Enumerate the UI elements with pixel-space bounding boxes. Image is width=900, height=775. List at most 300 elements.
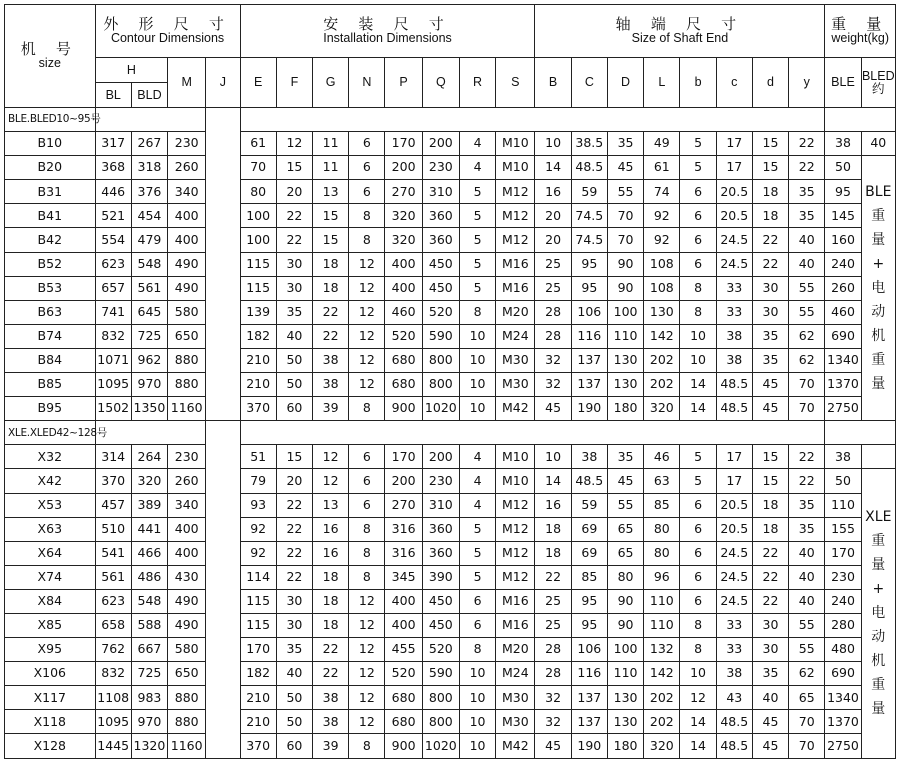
table-row xyxy=(5,734,896,758)
cell-Q: 520 xyxy=(422,300,459,324)
weight-header-cn: 重 量 xyxy=(831,16,890,34)
col-M: M xyxy=(168,58,206,108)
size-cell: B41 xyxy=(5,204,96,228)
cell-BLE: 50 xyxy=(825,156,861,180)
cell-G: 15 xyxy=(313,228,349,252)
cell-c: 24.5 xyxy=(716,589,752,613)
cell-R: 5 xyxy=(459,276,495,300)
cell-Q: 800 xyxy=(422,348,459,372)
cell-BLE: 240 xyxy=(825,252,861,276)
cell-D: 35 xyxy=(607,132,643,156)
cell-M: 490 xyxy=(168,613,206,637)
cell-L: 202 xyxy=(644,710,680,734)
cell-B: 32 xyxy=(535,686,571,710)
cell-L: 96 xyxy=(644,565,680,589)
cell-G: 11 xyxy=(313,132,349,156)
cell-E: 51 xyxy=(240,445,276,469)
cell-P: 400 xyxy=(385,613,422,637)
cell-E: 370 xyxy=(240,397,276,421)
table-row xyxy=(5,662,896,686)
cell-b: 8 xyxy=(680,276,716,300)
cell-BLE: 690 xyxy=(825,662,861,686)
size-cell: B63 xyxy=(5,300,96,324)
cell-BLD: 983 xyxy=(131,686,167,710)
contour-header-cn: 外 形 尺 寸 xyxy=(103,16,232,34)
cell-N: 6 xyxy=(349,493,385,517)
cell-N: 6 xyxy=(349,445,385,469)
cell-BL: 1502 xyxy=(95,397,131,421)
cell-BLD: 588 xyxy=(131,613,167,637)
cell-R: 4 xyxy=(459,156,495,180)
weight-note-char: 量 xyxy=(871,376,886,393)
cell-S: M12 xyxy=(496,541,535,565)
cell-BLE: 38 xyxy=(825,445,861,469)
cell-BLD: 466 xyxy=(131,541,167,565)
col-J-blank xyxy=(206,108,240,421)
cell-BL: 832 xyxy=(95,324,131,348)
cell-L: 74 xyxy=(644,180,680,204)
cell-c: 48.5 xyxy=(716,710,752,734)
cell-L: 142 xyxy=(644,662,680,686)
cell-M: 490 xyxy=(168,252,206,276)
cell-N: 12 xyxy=(349,373,385,397)
cell-M: 340 xyxy=(168,493,206,517)
cell-R: 10 xyxy=(459,348,495,372)
cell-y: 22 xyxy=(789,156,825,180)
cell-R: 5 xyxy=(459,252,495,276)
cell-c: 17 xyxy=(716,445,752,469)
cell-C: 116 xyxy=(571,662,607,686)
cell-BLE: 1370 xyxy=(825,373,861,397)
weight-note xyxy=(861,156,895,421)
cell-BLD: 376 xyxy=(131,180,167,204)
table-row xyxy=(5,132,896,156)
cell-C: 74.5 xyxy=(571,228,607,252)
cell-Q: 310 xyxy=(422,180,459,204)
cell-Q: 800 xyxy=(422,373,459,397)
col-F: F xyxy=(276,58,312,108)
size-cell: X53 xyxy=(5,493,96,517)
cell-P: 455 xyxy=(385,638,422,662)
cell-Q: 520 xyxy=(422,638,459,662)
cell-Q: 200 xyxy=(422,132,459,156)
cell-R: 6 xyxy=(459,589,495,613)
cell-BLE: 230 xyxy=(825,565,861,589)
cell-c: 43 xyxy=(716,686,752,710)
cell-P: 270 xyxy=(385,493,422,517)
cell-b: 6 xyxy=(680,541,716,565)
cell-R: 4 xyxy=(459,493,495,517)
cell-b: 5 xyxy=(680,132,716,156)
cell-P: 680 xyxy=(385,710,422,734)
cell-y: 65 xyxy=(789,686,825,710)
cell-N: 12 xyxy=(349,613,385,637)
cell-d: 22 xyxy=(752,228,788,252)
cell-d: 30 xyxy=(752,613,788,637)
cell-D: 110 xyxy=(607,324,643,348)
cell-y: 55 xyxy=(789,638,825,662)
cell-F: 30 xyxy=(276,252,312,276)
cell-y: 55 xyxy=(789,300,825,324)
cell-D: 100 xyxy=(607,638,643,662)
cell-S: M30 xyxy=(496,373,535,397)
cell-c: 20.5 xyxy=(716,493,752,517)
cell-y: 22 xyxy=(789,132,825,156)
cell-c: 33 xyxy=(716,276,752,300)
cell-C: 59 xyxy=(571,180,607,204)
cell-M: 1160 xyxy=(168,397,206,421)
cell-BLE: 690 xyxy=(825,324,861,348)
col-b: b xyxy=(680,58,716,108)
cell-D: 180 xyxy=(607,397,643,421)
cell-M: 1160 xyxy=(168,734,206,758)
cell-y: 35 xyxy=(789,180,825,204)
cell-F: 50 xyxy=(276,686,312,710)
cell-R: 5 xyxy=(459,228,495,252)
cell-BL: 1095 xyxy=(95,710,131,734)
bled-cell xyxy=(861,445,895,469)
cell-BLE: 1340 xyxy=(825,348,861,372)
cell-G: 13 xyxy=(313,180,349,204)
col-BLD: BLD xyxy=(131,83,167,108)
cell-C: 137 xyxy=(571,348,607,372)
table-row xyxy=(5,276,896,300)
cell-BLE: 260 xyxy=(825,276,861,300)
cell-M: 490 xyxy=(168,589,206,613)
cell-N: 12 xyxy=(349,589,385,613)
cell-G: 22 xyxy=(313,324,349,348)
cell-R: 10 xyxy=(459,324,495,348)
cell-BL: 762 xyxy=(95,638,131,662)
cell-BLE: 2750 xyxy=(825,734,861,758)
cell-R: 8 xyxy=(459,638,495,662)
cell-N: 8 xyxy=(349,204,385,228)
cell-C: 85 xyxy=(571,565,607,589)
cell-E: 210 xyxy=(240,348,276,372)
size-cell: X117 xyxy=(5,686,96,710)
cell-S: M30 xyxy=(496,710,535,734)
cell-B: 25 xyxy=(535,252,571,276)
weight-note-char: 重 xyxy=(871,533,886,550)
cell-P: 200 xyxy=(385,469,422,493)
cell-F: 50 xyxy=(276,710,312,734)
cell-S: M30 xyxy=(496,348,535,372)
size-cell: X84 xyxy=(5,589,96,613)
table-row xyxy=(5,638,896,662)
cell-G: 22 xyxy=(313,638,349,662)
cell-F: 22 xyxy=(276,541,312,565)
cell-BL: 314 xyxy=(95,445,131,469)
cell-L: 46 xyxy=(644,445,680,469)
cell-S: M42 xyxy=(496,397,535,421)
cell-G: 18 xyxy=(313,589,349,613)
cell-b: 10 xyxy=(680,662,716,686)
weight-note-char: 电 xyxy=(871,280,886,297)
cell-R: 5 xyxy=(459,517,495,541)
cell-G: 18 xyxy=(313,613,349,637)
col-H: H xyxy=(95,58,167,83)
cell-F: 22 xyxy=(276,493,312,517)
table-row xyxy=(5,324,896,348)
cell-P: 316 xyxy=(385,517,422,541)
cell-G: 12 xyxy=(313,445,349,469)
cell-y: 40 xyxy=(789,252,825,276)
cell-b: 5 xyxy=(680,156,716,180)
cell-P: 680 xyxy=(385,686,422,710)
cell-D: 55 xyxy=(607,493,643,517)
cell-b: 8 xyxy=(680,613,716,637)
cell-S: M30 xyxy=(496,686,535,710)
cell-B: 10 xyxy=(535,132,571,156)
cell-B: 32 xyxy=(535,710,571,734)
cell-F: 30 xyxy=(276,589,312,613)
cell-C: 137 xyxy=(571,373,607,397)
size-cell: B84 xyxy=(5,348,96,372)
cell-N: 8 xyxy=(349,228,385,252)
col-C: C xyxy=(571,58,607,108)
cell-D: 130 xyxy=(607,710,643,734)
cell-B: 20 xyxy=(535,204,571,228)
cell-S: M20 xyxy=(496,638,535,662)
cell-C: 116 xyxy=(571,324,607,348)
cell-b: 14 xyxy=(680,397,716,421)
cell-R: 5 xyxy=(459,180,495,204)
col-y: y xyxy=(789,58,825,108)
cell-c: 38 xyxy=(716,348,752,372)
cell-D: 110 xyxy=(607,662,643,686)
size-cell: X95 xyxy=(5,638,96,662)
cell-S: M16 xyxy=(496,589,535,613)
cell-M: 650 xyxy=(168,324,206,348)
cell-P: 400 xyxy=(385,252,422,276)
cell-P: 170 xyxy=(385,132,422,156)
cell-B: 25 xyxy=(535,589,571,613)
cell-d: 22 xyxy=(752,541,788,565)
cell-y: 62 xyxy=(789,348,825,372)
cell-Q: 360 xyxy=(422,228,459,252)
cell-N: 8 xyxy=(349,517,385,541)
cell-b: 14 xyxy=(680,710,716,734)
cell-B: 10 xyxy=(535,445,571,469)
weight-note-char: 动 xyxy=(871,629,886,646)
table-row xyxy=(5,493,896,517)
col-d: d xyxy=(752,58,788,108)
weight-note-char: BLE xyxy=(865,184,892,201)
cell-L: 49 xyxy=(644,132,680,156)
size-cell: B95 xyxy=(5,397,96,421)
cell-BLD: 667 xyxy=(131,638,167,662)
cell-d: 15 xyxy=(752,445,788,469)
section-row xyxy=(5,108,896,132)
cell-M: 490 xyxy=(168,276,206,300)
cell-y: 62 xyxy=(789,662,825,686)
cell-Q: 450 xyxy=(422,276,459,300)
weight-note-char: 机 xyxy=(871,653,886,670)
cell-BL: 741 xyxy=(95,300,131,324)
cell-y: 55 xyxy=(789,613,825,637)
col-c: c xyxy=(716,58,752,108)
cell-D: 70 xyxy=(607,228,643,252)
cell-c: 38 xyxy=(716,662,752,686)
cell-N: 8 xyxy=(349,734,385,758)
cell-E: 115 xyxy=(240,252,276,276)
shaft-header-en: Size of Shaft End xyxy=(631,31,729,46)
cell-C: 95 xyxy=(571,589,607,613)
install-header xyxy=(240,5,535,58)
cell-C: 95 xyxy=(571,252,607,276)
cell-S: M10 xyxy=(496,132,535,156)
cell-L: 80 xyxy=(644,517,680,541)
table-row xyxy=(5,589,896,613)
cell-R: 8 xyxy=(459,300,495,324)
cell-S: M10 xyxy=(496,469,535,493)
cell-D: 180 xyxy=(607,734,643,758)
weight-note-char: 量 xyxy=(871,232,886,249)
cell-BLD: 264 xyxy=(131,445,167,469)
cell-R: 5 xyxy=(459,541,495,565)
cell-E: 61 xyxy=(240,132,276,156)
cell-L: 202 xyxy=(644,686,680,710)
cell-b: 6 xyxy=(680,493,716,517)
cell-D: 45 xyxy=(607,469,643,493)
cell-E: 92 xyxy=(240,517,276,541)
cell-b: 6 xyxy=(680,517,716,541)
cell-S: M12 xyxy=(496,204,535,228)
size-header-en: size xyxy=(38,56,61,71)
cell-C: 106 xyxy=(571,300,607,324)
cell-G: 12 xyxy=(313,469,349,493)
section-blank xyxy=(825,421,896,445)
weight-note-char: 量 xyxy=(871,701,886,718)
cell-d: 30 xyxy=(752,276,788,300)
cell-d: 45 xyxy=(752,397,788,421)
cell-N: 6 xyxy=(349,132,385,156)
cell-R: 4 xyxy=(459,132,495,156)
cell-D: 70 xyxy=(607,204,643,228)
cell-N: 12 xyxy=(349,300,385,324)
cell-BLE: 110 xyxy=(825,493,861,517)
cell-L: 132 xyxy=(644,638,680,662)
size-cell: X63 xyxy=(5,517,96,541)
cell-b: 14 xyxy=(680,373,716,397)
cell-C: 48.5 xyxy=(571,469,607,493)
cell-F: 30 xyxy=(276,613,312,637)
cell-E: 210 xyxy=(240,710,276,734)
cell-D: 80 xyxy=(607,565,643,589)
cell-BL: 832 xyxy=(95,662,131,686)
cell-N: 12 xyxy=(349,276,385,300)
cell-B: 16 xyxy=(535,493,571,517)
cell-F: 35 xyxy=(276,300,312,324)
cell-Q: 310 xyxy=(422,493,459,517)
cell-F: 40 xyxy=(276,662,312,686)
cell-L: 320 xyxy=(644,397,680,421)
cell-B: 28 xyxy=(535,638,571,662)
cell-L: 202 xyxy=(644,373,680,397)
cell-R: 10 xyxy=(459,734,495,758)
table-row xyxy=(5,710,896,734)
cell-P: 680 xyxy=(385,373,422,397)
cell-N: 8 xyxy=(349,565,385,589)
cell-M: 880 xyxy=(168,710,206,734)
cell-C: 190 xyxy=(571,397,607,421)
cell-P: 400 xyxy=(385,589,422,613)
cell-R: 4 xyxy=(459,445,495,469)
cell-G: 38 xyxy=(313,686,349,710)
cell-S: M10 xyxy=(496,156,535,180)
cell-L: 80 xyxy=(644,541,680,565)
cell-BLD: 725 xyxy=(131,662,167,686)
cell-G: 16 xyxy=(313,517,349,541)
col-Q: Q xyxy=(422,58,459,108)
cell-b: 6 xyxy=(680,180,716,204)
cell-BLE: 160 xyxy=(825,228,861,252)
size-cell: X42 xyxy=(5,469,96,493)
cell-d: 18 xyxy=(752,204,788,228)
cell-y: 40 xyxy=(789,541,825,565)
cell-G: 38 xyxy=(313,373,349,397)
cell-y: 70 xyxy=(789,373,825,397)
cell-BLD: 1320 xyxy=(131,734,167,758)
cell-BLE: 145 xyxy=(825,204,861,228)
section-blank xyxy=(95,108,206,132)
cell-y: 22 xyxy=(789,445,825,469)
cell-D: 45 xyxy=(607,156,643,180)
cell-C: 190 xyxy=(571,734,607,758)
col-BLED xyxy=(861,58,895,108)
cell-b: 5 xyxy=(680,445,716,469)
table-row xyxy=(5,469,896,493)
cell-C: 137 xyxy=(571,710,607,734)
table-row xyxy=(5,252,896,276)
cell-M: 400 xyxy=(168,204,206,228)
cell-C: 59 xyxy=(571,493,607,517)
cell-R: 10 xyxy=(459,710,495,734)
cell-L: 63 xyxy=(644,469,680,493)
cell-BLD: 970 xyxy=(131,373,167,397)
cell-M: 580 xyxy=(168,638,206,662)
size-cell: X128 xyxy=(5,734,96,758)
cell-C: 137 xyxy=(571,686,607,710)
cell-P: 400 xyxy=(385,276,422,300)
cell-d: 22 xyxy=(752,589,788,613)
cell-b: 6 xyxy=(680,228,716,252)
cell-d: 15 xyxy=(752,469,788,493)
cell-G: 18 xyxy=(313,276,349,300)
size-cell: B31 xyxy=(5,180,96,204)
weight-note-char: XLE xyxy=(865,509,892,526)
cell-BL: 370 xyxy=(95,469,131,493)
cell-R: 10 xyxy=(459,686,495,710)
cell-N: 12 xyxy=(349,710,385,734)
cell-c: 20.5 xyxy=(716,517,752,541)
cell-b: 10 xyxy=(680,348,716,372)
cell-F: 40 xyxy=(276,324,312,348)
cell-C: 38.5 xyxy=(571,132,607,156)
cell-E: 93 xyxy=(240,493,276,517)
cell-c: 48.5 xyxy=(716,734,752,758)
cell-c: 17 xyxy=(716,469,752,493)
table-row xyxy=(5,373,896,397)
cell-C: 48.5 xyxy=(571,156,607,180)
cell-BLD: 479 xyxy=(131,228,167,252)
cell-BL: 368 xyxy=(95,156,131,180)
cell-c: 20.5 xyxy=(716,204,752,228)
cell-M: 260 xyxy=(168,156,206,180)
cell-D: 35 xyxy=(607,445,643,469)
cell-y: 70 xyxy=(789,397,825,421)
cell-B: 25 xyxy=(535,613,571,637)
